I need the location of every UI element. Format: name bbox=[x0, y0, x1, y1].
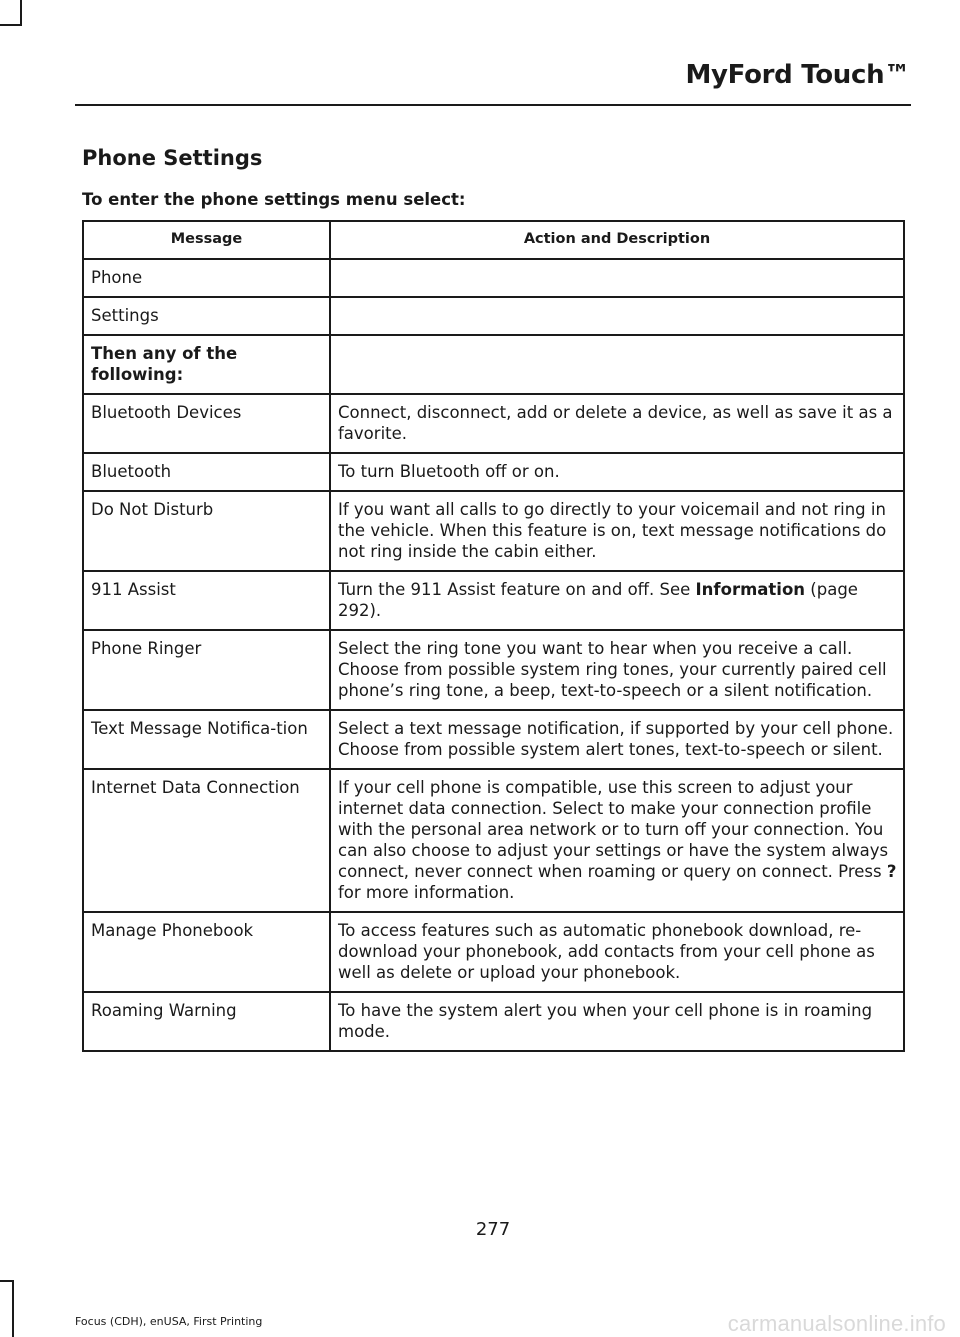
cell-message: Text Message Notifica-tion bbox=[83, 710, 330, 769]
cell-description: To have the system alert you when your cell phone is in roaming mode. bbox=[330, 992, 904, 1051]
cross-reference-link[interactable]: Information bbox=[695, 580, 806, 599]
crop-mark-bottom-left-vertical bbox=[12, 1280, 14, 1337]
cell-description: Select a text message notification, if supported by your cell phone. Choose from possible system alert tones, text-to-speech or silent. bbox=[330, 710, 904, 769]
cell-message: Bluetooth Devices bbox=[83, 394, 330, 453]
crop-mark-bottom-left-horizontal bbox=[0, 1280, 14, 1282]
table-row bbox=[83, 259, 904, 297]
table-row bbox=[83, 912, 904, 992]
table-row bbox=[83, 335, 904, 394]
cell-message: 911 Assist bbox=[83, 571, 330, 630]
cell-description: Select the ring tone you want to hear when you receive a call. Choose from possible system ring tones, your currently paired cell phone’s ring tone, a beep, text-to-speech or a silent notification. bbox=[330, 630, 904, 710]
cell-description: If you want all calls to go directly to your voicemail and not ring in the vehicle. When this feature is on, text message notifications do not ring inside the cabin either. bbox=[330, 491, 904, 571]
page-header-title: MyFord Touch™ bbox=[685, 60, 910, 90]
cell-description: To turn Bluetooth off or on. bbox=[330, 453, 904, 491]
cell-message: Phone bbox=[83, 259, 330, 297]
help-icon: ? bbox=[886, 862, 897, 881]
cell-message: Internet Data Connection bbox=[83, 769, 330, 912]
table-row bbox=[83, 571, 904, 630]
footer-edition: Focus (CDH), enUSA, First Printing bbox=[75, 1315, 263, 1328]
table-row bbox=[83, 710, 904, 769]
cell-description bbox=[330, 259, 904, 297]
cell-message: Settings bbox=[83, 297, 330, 335]
section-title: Phone Settings bbox=[82, 146, 263, 170]
crop-mark-top-left-horizontal bbox=[0, 24, 22, 26]
watermark: carmanualsonline.info bbox=[727, 1311, 946, 1336]
cell-message: Roaming Warning bbox=[83, 992, 330, 1051]
column-header-message: Message bbox=[83, 221, 330, 259]
cell-message: Do Not Disturb bbox=[83, 491, 330, 571]
table-row bbox=[83, 630, 904, 710]
description-text: If your cell phone is compatible, use this screen to adjust your internet data connection. Select to make your connection profile with the personal area network or to turn off your connection. You can also choose to adjust your settings or have the system always connect, never connect when roaming or query on connect. Press bbox=[338, 778, 889, 881]
cell-message: Then any of the following: bbox=[83, 335, 330, 394]
page-number: 277 bbox=[475, 1219, 511, 1240]
table-row bbox=[83, 491, 904, 571]
column-header-action: Action and Description bbox=[330, 221, 904, 259]
cell-description bbox=[330, 769, 904, 912]
cell-description bbox=[330, 297, 904, 335]
header-divider bbox=[75, 104, 911, 106]
phone-settings-table bbox=[82, 220, 905, 1052]
cell-description bbox=[330, 335, 904, 394]
cell-message: Phone Ringer bbox=[83, 630, 330, 710]
table-row bbox=[83, 394, 904, 453]
table-row bbox=[83, 453, 904, 491]
table-row bbox=[83, 992, 904, 1051]
description-text: (page 292). bbox=[338, 580, 858, 620]
cell-description: Connect, disconnect, add or delete a device, as well as save it as a favorite. bbox=[330, 394, 904, 453]
cell-message: Bluetooth bbox=[83, 453, 330, 491]
table-row bbox=[83, 769, 904, 912]
crop-mark-top-left-vertical bbox=[20, 0, 22, 26]
section-intro: To enter the phone settings menu select: bbox=[82, 190, 466, 209]
description-text: for more information. bbox=[338, 883, 515, 902]
cell-message: Manage Phonebook bbox=[83, 912, 330, 992]
description-text: Turn the 911 Assist feature on and off. See bbox=[338, 580, 696, 599]
cell-description bbox=[330, 571, 904, 630]
table-row bbox=[83, 297, 904, 335]
cell-description: To access features such as automatic phonebook download, re-download your phonebook, add contacts from your cell phone as well as delete or upload your phonebook. bbox=[330, 912, 904, 992]
table-header-row bbox=[83, 221, 904, 259]
